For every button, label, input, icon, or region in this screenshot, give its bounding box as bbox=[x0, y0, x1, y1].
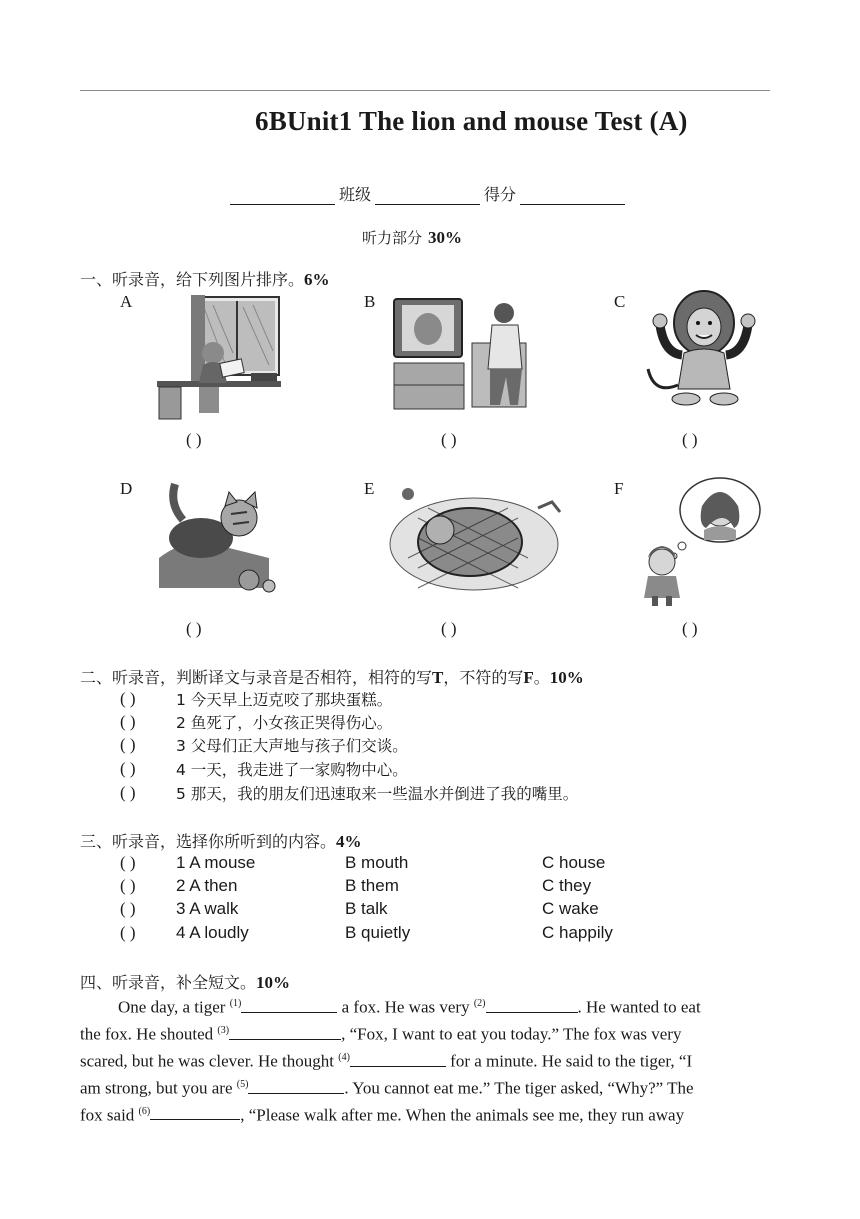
section2-t: T bbox=[432, 668, 444, 687]
passage-text-8: am strong, but you are bbox=[80, 1078, 237, 1098]
choice-4-a: 4 A loudly bbox=[176, 923, 249, 942]
top-rule bbox=[80, 90, 770, 91]
score-blank[interactable] bbox=[520, 185, 625, 205]
passage-text-4: the fox. He shouted bbox=[80, 1024, 218, 1044]
passage-text-1: One day, a tiger bbox=[118, 997, 230, 1017]
section1-percent: 6% bbox=[304, 270, 330, 289]
section2-heading-mid: ，不符的写 bbox=[443, 668, 524, 687]
listening-heading bbox=[362, 227, 462, 248]
choice-1-c: C house bbox=[542, 853, 606, 872]
judge-paren-5[interactable]: ( ) bbox=[120, 783, 136, 802]
judge-paren-3[interactable]: ( ) bbox=[120, 735, 136, 754]
judge-item-2 bbox=[120, 711, 392, 733]
score-label: 得分 bbox=[484, 185, 517, 204]
choice-2-a: 2 A then bbox=[176, 876, 238, 895]
cloze-passage bbox=[80, 992, 768, 1127]
choice-4-b: B quietly bbox=[345, 923, 411, 942]
answer-paren-f[interactable]: ( ) bbox=[682, 619, 698, 638]
passage-text-7: for a minute. He said to the tiger, “I bbox=[445, 1051, 693, 1071]
picture-letter-e: E bbox=[364, 479, 375, 498]
cloze-blank-1[interactable] bbox=[241, 998, 337, 1013]
answer-paren-e[interactable]: ( ) bbox=[441, 619, 457, 638]
section4-heading bbox=[80, 970, 290, 993]
cloze-blank-4[interactable] bbox=[350, 1052, 446, 1067]
blank-number-2: (2) bbox=[473, 998, 486, 1009]
picture-letter-d: D bbox=[120, 479, 133, 498]
picture-lion-flexing bbox=[638, 289, 768, 409]
judge-item-4 bbox=[120, 758, 408, 780]
picture-letter-f: F bbox=[614, 479, 624, 498]
passage-text-9: . You cannot eat me.” The tiger asked, “Why?” The bbox=[344, 1078, 694, 1098]
picture-letter-b: B bbox=[364, 292, 376, 311]
blank-number-5: (5) bbox=[236, 1078, 249, 1090]
answer-paren-b[interactable]: ( ) bbox=[441, 430, 457, 449]
passage-line-5 bbox=[80, 1100, 768, 1127]
listening-percent: 30% bbox=[428, 228, 463, 247]
blank-number-4: (4) bbox=[338, 1051, 350, 1063]
listening-label: 听力部分 bbox=[362, 229, 423, 247]
choice-row-2 bbox=[120, 876, 237, 896]
judge-text-4: 4 一天，我走进了一家购物中心。 bbox=[176, 761, 408, 779]
judge-paren-2[interactable]: ( ) bbox=[120, 712, 136, 731]
passage-line-3 bbox=[80, 1046, 768, 1073]
section4-heading-text: 四、听录音，补全短文。 bbox=[80, 973, 257, 992]
picture-girl-crying bbox=[640, 476, 762, 608]
choice-paren-3[interactable]: ( ) bbox=[120, 899, 136, 918]
section2-percent: 10% bbox=[549, 668, 584, 687]
section3-heading-text: 三、听录音，选择你所听到的内容。 bbox=[80, 832, 337, 851]
picture-cat-eating bbox=[157, 478, 285, 596]
choice-2-b: B them bbox=[345, 876, 399, 895]
section4-percent: 10% bbox=[256, 973, 291, 992]
answer-paren-d[interactable]: ( ) bbox=[186, 619, 202, 638]
choice-row-4 bbox=[120, 923, 249, 943]
choice-row-3 bbox=[120, 899, 238, 919]
section1-heading-text: 一、听录音，给下列图片排序。 bbox=[80, 270, 305, 289]
passage-text-10: fox said bbox=[80, 1105, 139, 1125]
choice-paren-2[interactable]: ( ) bbox=[120, 876, 136, 895]
blank-number-1: (1) bbox=[229, 998, 242, 1009]
section2-heading-end: 。 bbox=[533, 668, 550, 687]
choice-3-b: B talk bbox=[345, 899, 388, 918]
class-blank[interactable] bbox=[375, 185, 480, 205]
section3-heading bbox=[80, 829, 362, 852]
cloze-blank-6[interactable] bbox=[150, 1105, 240, 1120]
section1-heading bbox=[80, 267, 330, 290]
choice-4-c: C happily bbox=[542, 923, 613, 942]
passage-text-6: scared, but he was clever. He thought bbox=[80, 1051, 339, 1071]
section2-f: F bbox=[523, 668, 534, 687]
choice-3-a: 3 A walk bbox=[176, 899, 239, 918]
passage-line-2 bbox=[80, 1019, 768, 1046]
cloze-blank-3[interactable] bbox=[229, 1025, 341, 1040]
picture-man-watching-tv bbox=[392, 293, 528, 411]
picture-letter-a: A bbox=[120, 292, 133, 311]
passage-text-2: a fox. He was very bbox=[337, 997, 474, 1017]
passage-line-1 bbox=[80, 992, 768, 1019]
cloze-blank-2[interactable] bbox=[486, 998, 578, 1013]
passage-line-4 bbox=[80, 1073, 768, 1100]
passage-text-3: . He wanted to eat bbox=[577, 997, 701, 1017]
choice-2-c: C they bbox=[542, 876, 592, 895]
judge-text-3: 3 父母们正大声地与孩子们交谈。 bbox=[176, 737, 408, 755]
choice-1-b: B mouth bbox=[345, 853, 409, 872]
name-blank[interactable] bbox=[230, 185, 335, 205]
page-title: 6BUnit1 The lion and mouse Test (A) bbox=[255, 106, 688, 136]
section3-percent: 4% bbox=[336, 832, 362, 851]
judge-paren-1[interactable]: ( ) bbox=[120, 689, 136, 708]
judge-text-2: 2 鱼死了，小女孩正哭得伤心。 bbox=[176, 714, 393, 732]
choice-paren-1[interactable]: ( ) bbox=[120, 853, 136, 872]
section2-heading-text: 二、听录音，判断译文与录音是否相符，相符的写 bbox=[80, 668, 433, 687]
blank-number-6: (6) bbox=[138, 1105, 151, 1117]
choice-3-c: C wake bbox=[542, 899, 599, 918]
choice-paren-4[interactable]: ( ) bbox=[120, 923, 136, 942]
class-label: 班级 bbox=[339, 185, 372, 204]
judge-item-3 bbox=[120, 734, 408, 756]
answer-paren-a[interactable]: ( ) bbox=[186, 430, 202, 449]
passage-text-11: , “Please walk after me. When the animals see me, they run away bbox=[240, 1105, 685, 1125]
choice-row-1 bbox=[120, 853, 255, 873]
picture-letter-c: C bbox=[614, 292, 626, 311]
choice-1-a: 1 A mouse bbox=[176, 853, 256, 872]
section2-heading bbox=[80, 665, 584, 688]
picture-tiger-in-net bbox=[388, 478, 568, 598]
student-info-line bbox=[230, 182, 625, 205]
judge-paren-4[interactable]: ( ) bbox=[120, 759, 136, 778]
cloze-blank-5[interactable] bbox=[248, 1079, 344, 1094]
blank-number-3: (3) bbox=[217, 1024, 230, 1036]
passage-text-5: , “Fox, I want to eat you today.” The fox was very bbox=[341, 1024, 682, 1044]
answer-paren-c[interactable]: ( ) bbox=[682, 430, 698, 449]
picture-girl-studying bbox=[155, 293, 283, 420]
judge-text-5: 5 那天，我的朋友们迅速取来一些温水并倒进了我的嘴里。 bbox=[176, 785, 579, 803]
judge-item-1 bbox=[120, 688, 392, 710]
judge-text-1: 1 今天早上迈克咬了那块蛋糕。 bbox=[176, 691, 393, 709]
judge-item-5 bbox=[120, 782, 578, 804]
